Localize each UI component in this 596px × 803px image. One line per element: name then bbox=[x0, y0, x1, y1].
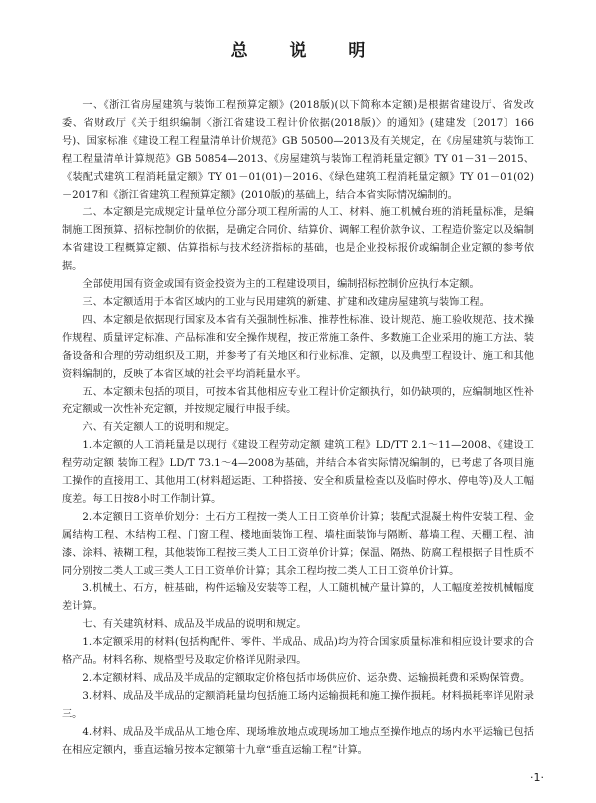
page-number: ·1· bbox=[530, 771, 544, 784]
paragraph-5: 四、本定额是依据现行国家及本省有关强制性标准、推荐性标准、设计规范、施工验收规范、技术操作规程、质量评定标准、产品标准和安全操作规程，按正常施工条件、多数施工企业采用的施工方法、装备设备和合理的劳动组织及工期，并参考了有关地区和行业标准、定额，以及典型工程设计、施工和其他资料编制的，反映了本省区域的社会平均消耗量水平。 bbox=[62, 314, 534, 380]
paragraph-14: 3.材料、成品及半成品的定额消耗量均包括施工场内运输损耗和施工操作损耗。材料损耗率详见附录三。 bbox=[62, 690, 534, 720]
paragraph-6: 五、本定额未包括的项目，可按本省其他相应专业工程计价定额执行，如仍缺项的，应编制地区性补充定额或一次性补充定额，并按规定履行申报手续。 bbox=[62, 386, 534, 416]
paragraph-12: 1.本定额采用的材料(包括构配件、零件、半成品、成品)均为符合国家质量标准和相应设计要求的合格产品。材料名称、规格型号及取定价格详见附录四。 bbox=[62, 637, 534, 667]
paragraph-15: 4.材料、成品及半成品从工地仓库、现场堆放地点或现场加工地点至操作地点的场内水平运输已包括在相应定额内，垂直运输另按本定额第十九章“垂直运输工程”计算。 bbox=[62, 726, 534, 756]
paragraph-10: 3.机械土、石方，桩基础，构件运输及安装等工程，人工随机械产量计算的，人工幅度差按机械幅度差计算。 bbox=[62, 583, 534, 613]
paragraph-4: 三、本定额适用于本省区域内的工业与民用建筑的新建、扩建和改建房屋建筑与装饰工程。 bbox=[82, 296, 490, 308]
paragraph-9: 2.本定额日工资单价划分：土石方工程按一类人工日工资单价计算；装配式混凝土构件安装工程、金属结构工程、木结构工程、门窗工程、楼地面装饰工程、墙柱面装饰与隔断、幕墙工程、天棚工程、油漆、涂料、裱糊工程，其他装饰工程按三类人工日工资单价计算；保温、隔热、防腐工程根据子目性质不同分别按二类人工或三类人工日工资单价计算；其余工程均按二类人工日工资单价计算。 bbox=[62, 511, 534, 577]
page-title: 总 说 明 bbox=[230, 41, 384, 61]
paragraph-3: 全部使用国有资金或国有资金投资为主的工程建设项目，编制招标控制价应执行本定额。 bbox=[82, 279, 480, 291]
paragraph-7: 六、有关定额人工的说明和规定。 bbox=[82, 422, 236, 434]
paragraph-13: 2.本定额材料、成品及半成品的定额取定价格包括市场供应价、运杂费、运输损耗费和采购保管费。 bbox=[82, 673, 531, 684]
paragraph-1: 一、《浙江省房屋建筑与装饰工程预算定额》(2018版)(以下简称本定额)是根据省建设厅、省发改委、省财政厅《关于组织编制〈浙江省建设工程计价依据(2018版)〉的通知》(建建发〔2017〕166号)、国家标准《建设工程工程量清单计价规范》GB 50500—2013及有关规定，在《房屋建筑与装饰工程工程量清单计算规范》GB 50854—2013、《房屋建筑与装饰工程消耗量定额》TY 01－31－2015、《装配式建筑工程消耗量定额》TY 01－01(01)－2016、《绿色建筑工程消耗量定额》TY 01－01(02)－2017和《浙江省建筑工程预算定额》(2010版)的基础上，结合本省实际情况编制的。 bbox=[62, 100, 534, 201]
body-text bbox=[62, 97, 534, 760]
paragraph-8: 1.本定额的人工消耗量是以现行《建设工程劳动定额 建筑工程》LD/TT 2.1～11—2008、《建设工程劳动定额 装饰工程》LD/T 73.1～4—2008为基础，并结合本省实际情况编制的，已考虑了各项目施工操作的直接用工、其他用工(材料超运距、工种搭接、安全和质量检查以及临时停水、停电等)及人工幅度差。每工日按8小时工作制计算。 bbox=[62, 440, 534, 505]
paragraph-11: 七、有关建筑材料、成品及半成品的说明和规定。 bbox=[82, 619, 307, 631]
paragraph-2: 二、本定额是完成规定计量单位分部分项工程所需的人工、材料、施工机械台班的消耗量标准，是编制施工图预算、招标控制价的依据，是确定合同价、结算价、调解工程价款争议、工程造价鉴定以及编制本省建设工程概算定额、估算指标与技术经济指标的基础，也是企业投标报价或编制企业定额的参考依据。 bbox=[62, 207, 534, 273]
